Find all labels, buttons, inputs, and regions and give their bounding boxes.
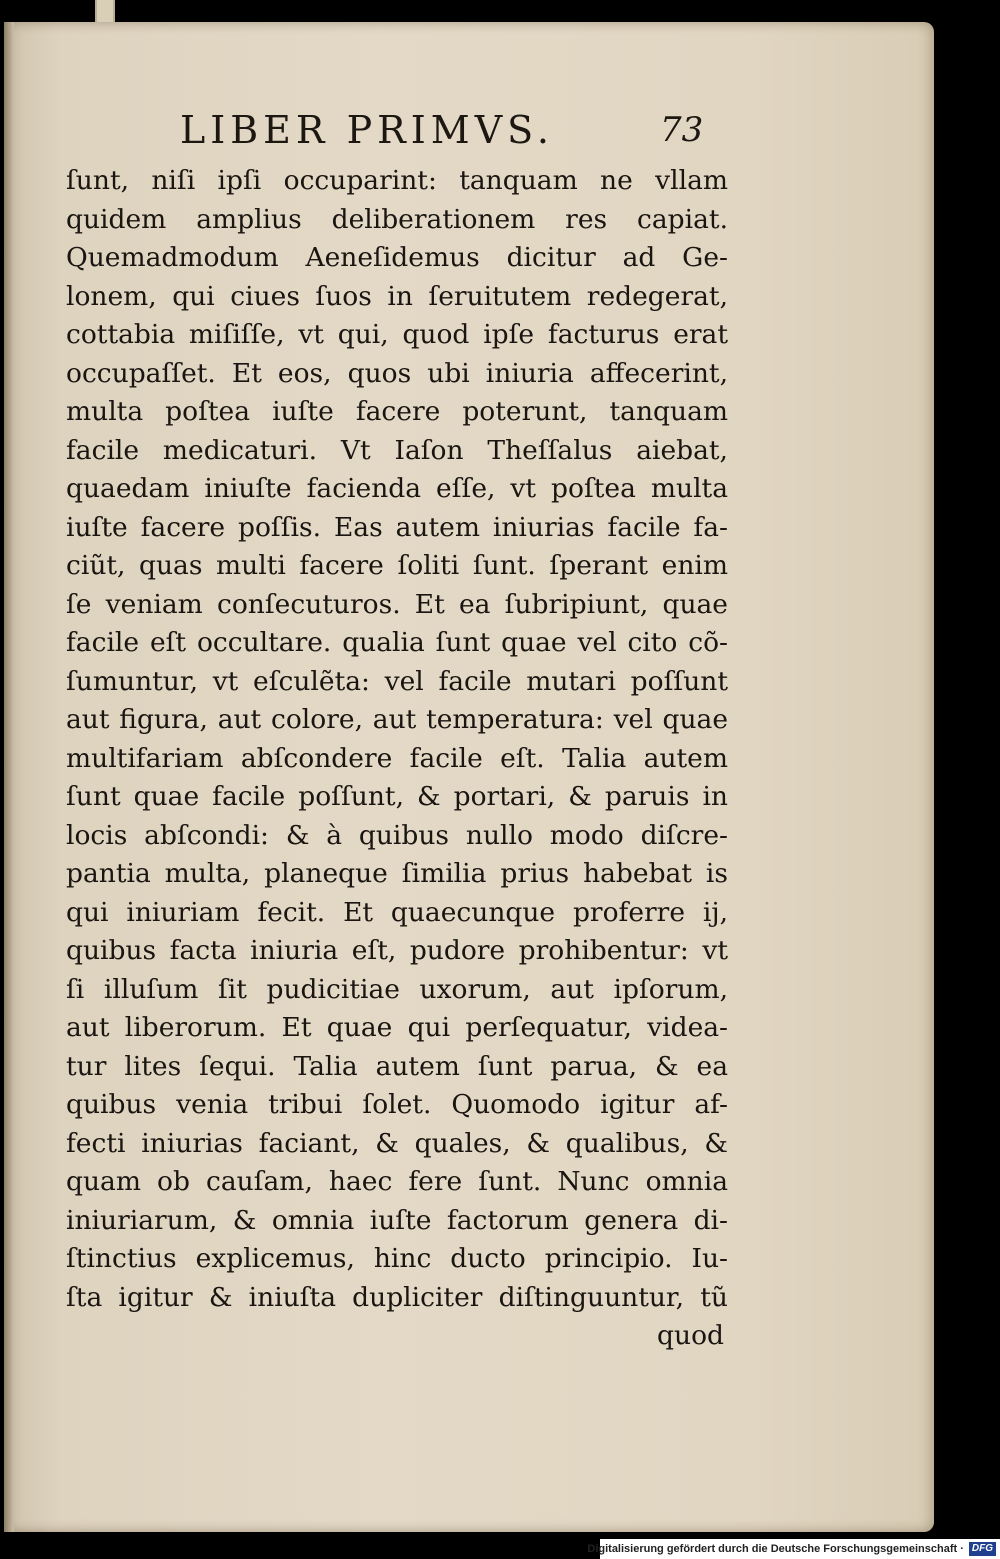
footer-credit: Digitalisierung gefördert durch die Deutsche Forschungsgemeinschaft · [587, 1543, 964, 1555]
catchword: quod [657, 1320, 724, 1351]
text-line: quibus facta iniuria eſt, pudore prohibentur: vt [66, 935, 728, 966]
text-line: ſumuntur, vt eſculẽta: vel facile mutari poſſunt [66, 665, 728, 697]
text-line: occupaſſet. Et eos, quos ubi iniuria affecerint, [66, 357, 728, 389]
dfg-logo-icon: DFG [969, 1542, 996, 1556]
page-tab [95, 0, 115, 24]
text-line: ſunt quae facile poſſunt, & portari, & paruis in [66, 781, 728, 812]
text-line: iuſte facere poſſis. Eas autem iniurias facile fa- [66, 511, 728, 543]
text-line: ciũt, quas multi facere ſoliti ſunt. ſperant enim [66, 550, 728, 581]
page-header [180, 108, 740, 152]
text-line: fecti iniurias faciant, & quales, & qualibus, & [66, 1127, 728, 1159]
text-line: ſta igitur & iniuſta dupliciter diſtinguuntur, tũ [66, 1281, 728, 1313]
text-line: multa poſtea iuſte facere poterunt, tanquam [66, 396, 728, 427]
text-line: facile eſt occultare. qualia ſunt quae vel cito cõ- [66, 627, 728, 658]
folio-number: 73 [660, 110, 704, 150]
text-line: ſe veniam conſecuturos. Et ea ſubripiunt, quae [66, 588, 728, 620]
text-line: facile medicaturi. Vt Iaſon Theſſalus aiebat, [66, 434, 728, 466]
text-line: aut liberorum. Et quae qui perſequatur, videa- [66, 1012, 728, 1043]
text-line: pantia multa, planeque ſimilia prius habebat is [66, 858, 728, 889]
text-line: ſunt, niſi ipſi occuparint: tanquam ne vllam [66, 165, 728, 196]
text-line: ſtinctius explicemus, hinc ducto principio. Iu- [66, 1243, 728, 1274]
text-line: multifariam abſcondere facile eſt. Talia autem [66, 742, 728, 774]
footer-bar [587, 1539, 1000, 1559]
text-line: iniuriarum, & omnia iuſte factorum genera di- [66, 1204, 728, 1236]
text-line: lonem, qui ciues ſuos in ſeruitutem redegerat, [66, 280, 728, 312]
page-spine [4, 22, 14, 1532]
text-line: quibus venia tribui ſolet. Quomodo igitur af- [66, 1089, 728, 1120]
text-block [66, 162, 728, 1356]
text-line: cottabia miſiſſe, vt qui, quod ipſe facturus erat [66, 319, 728, 350]
text-line: quaedam iniuſte facienda eſſe, vt poſtea multa [66, 473, 728, 504]
text-line: aut figura, aut colore, aut temperatura: vel quae [66, 704, 728, 735]
text-line: locis abſcondi: & à quibus nullo modo diſcre- [66, 819, 728, 851]
text-line: ſi illuſum ſit pudicitiae uxorum, aut ipſorum, [66, 973, 728, 1005]
text-line: quidem amplius deliberationem res capiat. [66, 203, 728, 235]
running-head: LIBER PRIMVS. [180, 108, 554, 152]
text-line: quam ob cauſam, haec fere ſunt. Nunc omnia [66, 1166, 728, 1197]
text-line: tur lites ſequi. Talia autem ſunt parua, & ea [66, 1050, 728, 1082]
text-line: qui iniuriam fecit. Et quaecunque proferre ij, [66, 896, 728, 928]
text-line: Quemadmodum Aeneſidemus dicitur ad Ge- [66, 242, 728, 273]
